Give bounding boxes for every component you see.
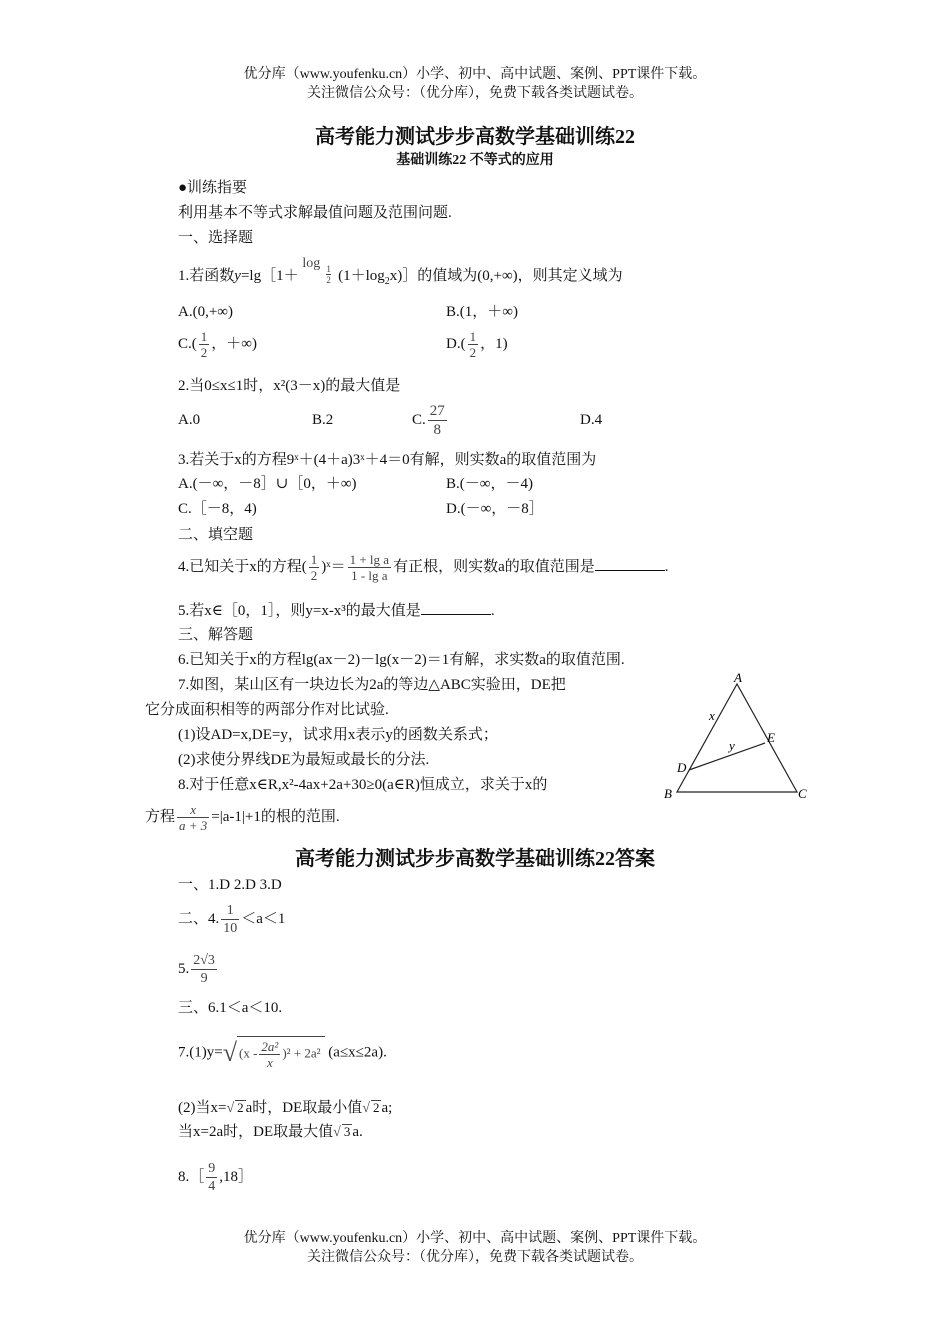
- question-8-line2: [145, 802, 340, 833]
- question-7-line1: 7.如图，某山区有一块边长为2a的等边△ABC实验田，DE把: [178, 677, 566, 693]
- a4-n: 1: [221, 902, 239, 920]
- q2-c-d: 8: [433, 422, 442, 438]
- q8-frac-d: a + 3: [179, 818, 208, 833]
- q1-c-post: ，＋∞): [211, 335, 257, 352]
- answer-7-1: [178, 1036, 387, 1070]
- answer-6: 三、6.1＜a＜10.: [178, 1000, 283, 1016]
- a7-2a-mid: a时，DE取最小值: [245, 1100, 363, 1116]
- a7-2a-pre: (2)当x=: [178, 1100, 227, 1116]
- answer-5: [178, 952, 219, 987]
- q1-log-base: [326, 264, 331, 285]
- q8-pre: 方程: [145, 808, 176, 825]
- q4-base-n: 1: [310, 552, 318, 567]
- q1-option-b: B.(1，＋∞): [446, 304, 518, 320]
- q3-option-b: B.(－∞，－4): [446, 476, 533, 492]
- q4-mid: )ˣ＝: [321, 558, 346, 575]
- a7-2a-rad2: 2: [372, 1100, 380, 1115]
- a5-n: 2√3: [193, 953, 215, 968]
- q2-option-b: B.2: [312, 412, 334, 428]
- q8-frac: [177, 802, 209, 833]
- question-4: [178, 552, 668, 583]
- a8-pre: 8.［: [178, 1168, 205, 1185]
- segment-de: [689, 743, 765, 770]
- a7-2b-rad: 3: [343, 1124, 351, 1139]
- answer-7-2a: [178, 1098, 392, 1119]
- page-subtitle: 基础训练22 不等式的应用: [396, 153, 554, 168]
- label-b: B: [664, 786, 672, 801]
- a7-inner-frac: [259, 1039, 280, 1070]
- answers-title: 高考能力测试步步高数学基础训练22答案: [295, 848, 655, 870]
- header-line-2: 关注微信公众号：（优分库），免费下载各类试题试卷。: [307, 86, 643, 101]
- label-x: x: [709, 708, 715, 723]
- question-6: 6.已知关于x的方程lg(ax－2)－lg(x－2)＝1有解，求实数a的取值范围.: [178, 652, 625, 668]
- footer-line-2: 关注微信公众号：（优分库），免费下载各类试题试卷。: [307, 1250, 643, 1265]
- triangle-figure: [655, 670, 815, 805]
- a7-inner-post: )² + 2a²: [282, 1045, 321, 1061]
- a4-d: 10: [223, 921, 238, 936]
- question-3: 3.若关于x的方程9ˣ＋(4＋a)3ˣ＋4＝0有解，则实数a的取值范围为: [178, 452, 597, 468]
- label-c: C: [798, 786, 807, 801]
- q2-option-d: D.4: [580, 412, 603, 428]
- section-choice: 一、选择题: [178, 230, 254, 246]
- q1-option-c: [178, 329, 257, 360]
- q8-frac-n: x: [177, 802, 209, 818]
- a7-2b-end: a.: [352, 1124, 363, 1140]
- q1-c-pre: C.(: [178, 335, 197, 352]
- q1-d-d: 2: [469, 345, 477, 360]
- q4-base-d: 2: [310, 568, 318, 583]
- q4-rhs-d: 1 - lg a: [351, 568, 388, 583]
- q5-answer-blank[interactable]: [421, 600, 491, 615]
- q1-post1: (1＋log: [338, 268, 385, 284]
- q2-c-label: C.: [412, 411, 426, 428]
- a4-pre: 二、4.: [178, 910, 220, 927]
- q3-option-a: A.(－∞，－8］∪［0，＋∞): [178, 476, 357, 492]
- label-d: D: [677, 760, 687, 775]
- q5-end: .: [490, 603, 495, 619]
- q1-base-n: 1: [326, 264, 331, 274]
- answer-7-2b: [178, 1122, 363, 1143]
- a4-post: ＜a＜1: [241, 910, 286, 927]
- a5-d: 9: [200, 971, 208, 986]
- q4-pre: 4.已知关于x的方程(: [178, 558, 307, 575]
- q2-option-a: A.0: [178, 412, 201, 428]
- header-line-1: 优分库（www.youfenku.cn）小学、初中、高中试题、案例、PPT课件下载。: [243, 67, 707, 82]
- q4-rhs-n: 1 + lg a: [349, 552, 390, 567]
- footer-line-1: 优分库（www.youfenku.cn）小学、初中、高中试题、案例、PPT课件下载。: [243, 1231, 707, 1246]
- sqrt-icon: √: [226, 1101, 235, 1116]
- a7-2b-pre: 当x=2a时，DE取最大值: [178, 1124, 334, 1140]
- guide-text: 利用基本不等式求解最值问题及范围问题.: [178, 205, 452, 221]
- sqrt-icon: √: [362, 1101, 370, 1116]
- q1-post2: x)］的值域为(0,+∞)，则其定义域为: [389, 268, 623, 284]
- triangle-abc: [677, 684, 797, 792]
- question-1: 1.若函数y=lg［1＋ log 1 2 $(1+\log_2x)]$的值域为(0,+∞)，则其定义域为: [178, 256, 623, 287]
- q1-base-d: 2: [326, 275, 331, 285]
- sqrt-icon: √: [333, 1125, 341, 1140]
- a7-radicand: [237, 1036, 325, 1070]
- q3-option-c: C.［－8，4): [178, 501, 257, 517]
- q4-post: 有正根，则实数a的取值范围是: [393, 558, 595, 575]
- a8-n: 9: [208, 1161, 216, 1176]
- a7-pre: 7.(1)y=: [178, 1044, 223, 1061]
- answer-1-3: 一、1.D 2.D 3.D: [178, 877, 282, 893]
- answer-8: [178, 1160, 253, 1195]
- a7-inner-d: x: [266, 1055, 273, 1070]
- question-7-part1: (1)设AD=x,DE=y，试求用x表示y的函数关系式；: [178, 727, 498, 743]
- a7-range: (a≤x≤2a).: [328, 1044, 387, 1061]
- q1-c-n: 1: [200, 329, 208, 344]
- question-7-part2: (2)求使分界线DE为最短或最长的分法.: [178, 752, 430, 768]
- q3-option-d: D.(－∞，－8］: [446, 501, 544, 517]
- section-fill: 二、填空题: [178, 527, 254, 543]
- question-7-line2: 它分成面积相等的两部分作对比试验.: [145, 702, 389, 718]
- a7-2a-rad: 2: [237, 1100, 244, 1115]
- q4-answer-blank[interactable]: [595, 556, 665, 571]
- q5-text: 5.若x∈［0，1］，则y=x-x³的最大值是: [178, 603, 421, 619]
- page-title: 高考能力测试步步高数学基础训练22: [315, 126, 635, 148]
- q4-base-frac: [309, 552, 320, 583]
- q2-c-n: 27: [429, 403, 445, 419]
- guide-heading: ●训练指要: [178, 180, 248, 196]
- question-2: 2.当0≤x≤1时，x²(3－x)的最大值是: [178, 378, 401, 394]
- q4-end: .: [664, 558, 669, 575]
- answer-4: [178, 902, 285, 937]
- q1-pre: 1.若函数: [178, 268, 235, 284]
- question-5: [178, 600, 495, 621]
- q2-option-c: [412, 402, 449, 439]
- q4-rhs-frac: [348, 552, 391, 583]
- q1-mid: =lg［1＋: [240, 268, 299, 284]
- q1-d-pre: D.(: [446, 335, 466, 352]
- q1-d-post: ，1): [480, 335, 508, 352]
- q1-log-half: [302, 256, 334, 285]
- q1-d-frac: [468, 329, 479, 360]
- label-e: E: [767, 730, 775, 745]
- label-y: y: [729, 738, 735, 753]
- question-8-line1: 8.对于任意x∈R,x²-4ax+2a+30≥0(a∈R)恒成立，求关于x的: [178, 777, 548, 793]
- label-a: A: [734, 670, 742, 685]
- a8-post: ,18］: [219, 1168, 254, 1185]
- q1-log: log: [302, 256, 321, 271]
- a7-inner-n: 2a²: [261, 1039, 279, 1054]
- sqrt-icon: √: [222, 1038, 237, 1067]
- a4-frac: [221, 902, 239, 937]
- section-solve: 三、解答题: [178, 627, 254, 643]
- q8-post: =|a-1|+1的根的范围.: [211, 808, 340, 825]
- a8-d: 4: [208, 1179, 216, 1194]
- a8-frac: [206, 1160, 217, 1195]
- a5-frac: [191, 952, 217, 987]
- q2-c-frac: [428, 402, 447, 439]
- a5-pre: 5.: [178, 960, 190, 977]
- a7-2a-end: a;: [381, 1100, 393, 1116]
- q1-c-frac: [199, 329, 210, 360]
- a7-inner-pre: (x -: [238, 1045, 258, 1061]
- q1-c-d: 2: [200, 345, 208, 360]
- q1-option-a: A.(0,+∞): [178, 304, 233, 320]
- q1-d-n: 1: [469, 329, 477, 344]
- q1-option-d: [446, 329, 508, 360]
